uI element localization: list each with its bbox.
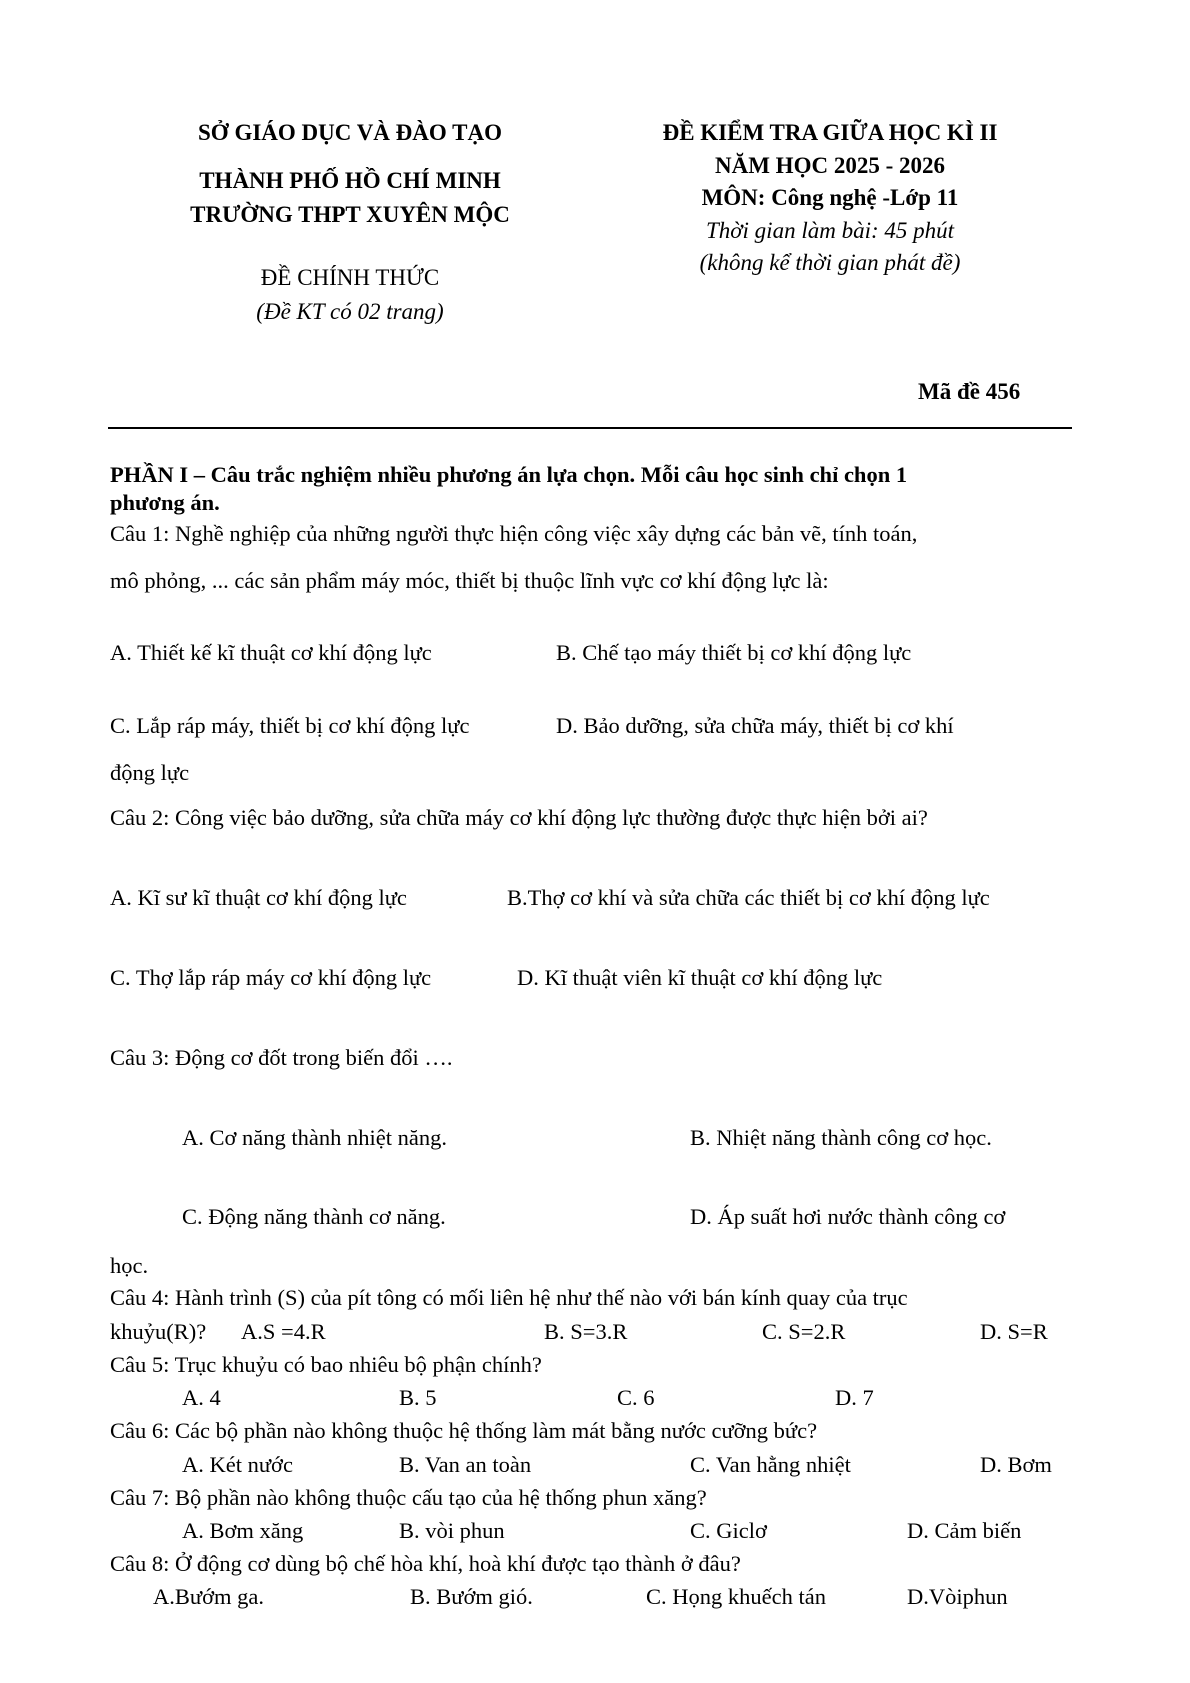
question-3-option-d-cont: học. — [110, 1253, 149, 1278]
question-3-text: Câu 3: Động cơ đốt trong biến đổi …. — [110, 1045, 453, 1070]
question-6-option-a: A. Két nước — [182, 1452, 293, 1477]
school-name: TRƯỜNG THPT XUYÊN MỘC — [190, 202, 510, 227]
question-3-option-a: A. Cơ năng thành nhiệt năng. — [182, 1125, 447, 1150]
question-1-option-c: C. Lắp ráp máy, thiết bị cơ khí động lực — [110, 713, 470, 738]
header-divider — [108, 427, 1072, 429]
question-2-option-c: C. Thợ lắp ráp máy cơ khí động lực — [110, 965, 432, 990]
official-label: ĐỀ CHÍNH THỨC — [260, 265, 440, 290]
dept-name: SỞ GIÁO DỤC VÀ ĐÀO TẠO — [198, 120, 502, 145]
question-1-text: Câu 1: Nghề nghiệp của những người thực hiện công việc xây dựng các bản vẽ, tính toán, — [110, 521, 918, 546]
question-2-text: Câu 2: Công việc bảo dưỡng, sửa chữa máy cơ khí động lực thường được thực hiện bởi ai? — [110, 805, 928, 830]
duration-note: (không kể thời gian phát đề) — [699, 250, 961, 275]
question-3-option-b: B. Nhiệt năng thành công cơ học. — [690, 1125, 992, 1150]
question-1-option-d-cont: động lực — [110, 760, 190, 785]
question-1-option-a: A. Thiết kế kĩ thuật cơ khí động lực — [110, 640, 432, 665]
question-5-text: Câu 5: Trục khuỷu có bao nhiêu bộ phận chính? — [110, 1352, 542, 1377]
question-8-text: Câu 8: Ở động cơ dùng bộ chế hòa khí, hoà khí được tạo thành ở đâu? — [110, 1551, 741, 1576]
duration: Thời gian làm bài: 45 phút — [705, 218, 955, 243]
question-6-option-b: B. Van an toàn — [399, 1452, 532, 1477]
section-title: PHẦN I – Câu trắc nghiệm nhiều phương án lựa chọn. Mỗi câu học sinh chỉ chọn 1 — [110, 462, 908, 487]
question-1-option-b: B. Chế tạo máy thiết bị cơ khí động lực — [556, 640, 912, 665]
section-title-cont: phương án. — [110, 490, 220, 515]
question-4-option-d: D. S=R — [980, 1319, 1048, 1344]
question-4-text-cont: khuỷu(R)? — [110, 1319, 207, 1344]
question-8-option-a: A.Bướm ga. — [153, 1584, 264, 1609]
question-7-option-a: A. Bơm xăng — [182, 1518, 304, 1543]
question-2-option-b: B.Thợ cơ khí và sửa chữa các thiết bị cơ khí động lực — [507, 885, 990, 910]
question-1-option-d: D. Bảo dưỡng, sửa chữa máy, thiết bị cơ khí — [556, 713, 954, 738]
question-7-option-c: C. Giclơ — [690, 1518, 767, 1543]
city-name: THÀNH PHỐ HỒ CHÍ MINH — [199, 168, 501, 193]
question-7-option-d: D. Cảm biến — [907, 1518, 1022, 1543]
question-8-option-d: D.Vòiphun — [907, 1584, 1008, 1609]
question-5-option-a: A. 4 — [182, 1385, 221, 1410]
question-3-option-c: C. Động năng thành cơ năng. — [182, 1204, 446, 1229]
question-4-option-c: C. S=2.R — [762, 1319, 846, 1344]
question-4-option-a: A.S =4.R — [241, 1319, 326, 1344]
question-6-option-d: D. Bơm — [980, 1452, 1052, 1477]
question-5-option-d: D. 7 — [835, 1385, 874, 1410]
question-3-option-d: D. Áp suất hơi nước thành công cơ — [690, 1204, 1006, 1229]
question-1-text-cont: mô phỏng, ... các sản phẩm máy móc, thiết bị thuộc lĩnh vực cơ khí động lực là: — [110, 568, 829, 593]
question-4-option-b: B. S=3.R — [544, 1319, 628, 1344]
question-4-text: Câu 4: Hành trình (S) của pít tông có mối liên hệ như thế nào với bán kính quay của trục — [110, 1285, 908, 1310]
subject: MÔN: Công nghệ -Lớp 11 — [701, 185, 959, 210]
question-7-text: Câu 7: Bộ phần nào không thuộc cấu tạo của hệ thống phun xăng? — [110, 1485, 707, 1510]
question-2-option-a: A. Kĩ sư kĩ thuật cơ khí động lực — [110, 885, 407, 910]
school-year: NĂM HỌC 2025 - 2026 — [715, 153, 945, 178]
question-5-option-c: C. 6 — [617, 1385, 655, 1410]
pages-note: (Đề KT có 02 trang) — [256, 299, 444, 324]
question-8-option-c: C. Họng khuếch tán — [646, 1584, 826, 1609]
question-6-text: Câu 6: Các bộ phần nào không thuộc hệ thống làm mát bằng nước cưỡng bức? — [110, 1418, 818, 1443]
exam-title: ĐỀ KIỂM TRA GIỮA HỌC KÌ II — [662, 120, 998, 145]
question-2-option-d: D. Kĩ thuật viên kĩ thuật cơ khí động lực — [517, 965, 883, 990]
question-7-option-b: B. vòi phun — [399, 1518, 505, 1543]
exam-code: Mã đề 456 — [918, 379, 1021, 404]
question-8-option-b: B. Bướm gió. — [410, 1584, 533, 1609]
question-6-option-c: C. Van hằng nhiệt — [690, 1452, 851, 1477]
question-5-option-b: B. 5 — [399, 1385, 437, 1410]
